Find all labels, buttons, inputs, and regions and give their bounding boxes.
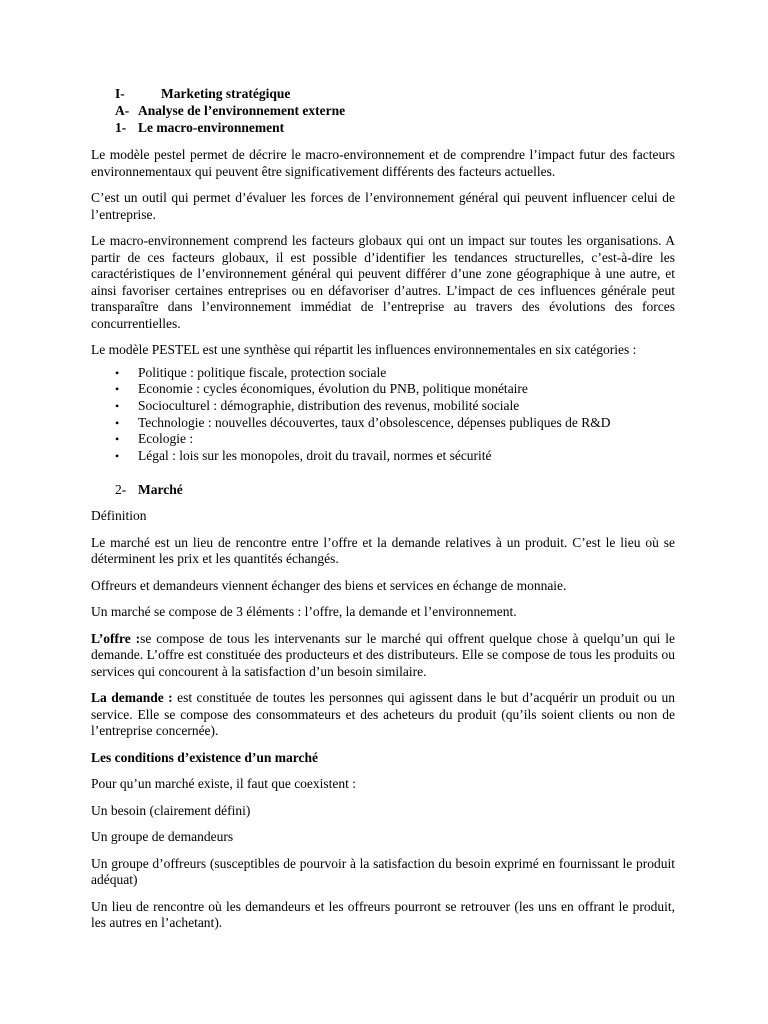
paragraph-groupe-demandeurs: Un groupe de demandeurs — [91, 829, 234, 845]
definition-label: Définition — [91, 508, 147, 524]
heading-1-title: Marketing stratégique — [161, 86, 291, 101]
list-item: • Technologie : nouvelles découvertes, taux d’obsolescence, dépenses publiques de R&D — [115, 414, 611, 430]
paragraph-pestel-categories: Le modèle PESTEL est une synthèse qui répartit les influences environnementales en six catégories : — [91, 342, 637, 357]
pestel-list — [91, 365, 675, 465]
paragraph-lieu-rencontre: Un lieu de rencontre où les demandeurs et les offreurs pourront se retrouver (les uns en offrant le produit, les autres en l’achetant). — [91, 898, 675, 931]
paragraph-outil: C’est un outil qui permet d’évaluer les forces de l’environnement général qui peuvent influencer celui de l’entreprise. — [91, 190, 675, 222]
demande-text: est constituée de toutes les personnes qui agissent dans le but d’acquérir un produit ou un service. Elle se compose des consommateurs et des acheteurs du produit (qu’ils soient clients ou non de l’entreprise concernée). — [91, 690, 675, 739]
heading-level-3 — [91, 120, 675, 137]
bullet-icon: • — [115, 448, 120, 463]
bullet-icon: • — [115, 365, 120, 380]
list-item: • Ecologie : — [115, 431, 194, 447]
offre-label: L’offre : — [91, 630, 141, 646]
paragraph-offreurs-demandeurs: Offreurs et demandeurs viennent échanger des biens et services en échange de monnaie. — [91, 577, 567, 593]
list-item: • Economie : cycles économiques, évolution du PNB, politique monétaire — [115, 381, 528, 397]
list-item: • Socioculturel : démographie, distribution des revenus, mobilité sociale — [115, 397, 520, 413]
list-item: • Politique : politique fiscale, protection sociale — [115, 364, 387, 380]
bullet-icon: • — [115, 398, 120, 413]
offre-text: se compose de tous les intervenants sur le marché qui offrent quelque chose à quelqu’un qui le demande. L’offre est constituée des producteurs et des distributeurs. Elle se compose de tous les produits ou services qui concourent à la satisfaction d’un besoin similaire. — [91, 630, 675, 679]
document-body — [91, 86, 675, 942]
heading-3-title: Le macro-environnement — [138, 120, 285, 135]
heading-marche-title: Marché — [138, 481, 183, 497]
paragraph-conditions-intro: Pour qu’un marché existe, il faut que coexistent : — [91, 776, 357, 792]
list-item: • Légal : lois sur les monopoles, droit du travail, normes et sécurité — [115, 447, 492, 463]
heading-3-number: 1- — [115, 120, 127, 135]
bullet-icon: • — [115, 415, 120, 430]
bullet-icon: • — [115, 432, 120, 447]
paragraph-offre — [91, 631, 675, 681]
heading-2-title: Analyse de l’environnement externe — [138, 103, 346, 118]
paragraph-besoin: Un besoin (clairement défini) — [91, 802, 251, 818]
heading-2-number: A- — [115, 103, 130, 118]
paragraph-groupe-offreurs: Un groupe d’offreurs (susceptibles de pourvoir à la satisfaction du besoin exprimé en fournissant le produit adéquat) — [91, 855, 675, 888]
heading-marche-number: 2- — [115, 481, 127, 497]
heading-level-1 — [91, 86, 675, 103]
paragraph-marche-definition: Le marché est un lieu de rencontre entre l’offre et la demande relatives à un produit. C’est le lieu où se déterminent les prix et les quantités échangés. — [91, 534, 675, 567]
paragraph-pestel-intro: Le modèle pestel permet de décrire le macro-environnement et de comprendre l’impact futur des facteurs environnementaux qui peuvent être significativement différents des facteurs actuelles. — [91, 147, 675, 179]
conditions-heading: Les conditions d’existence d’un marché — [91, 749, 319, 765]
paragraph-macro-environnement: Le macro-environnement comprend les facteurs globaux qui ont un impact sur toutes les organisations. A partir de ces facteurs globaux, il est possible d’identifier les tendances structurelles, c’est-à-dire les caractéristiques de l’environnement général qui peuvent différer d’une zone géographique à une autre, et ainsi favoriser certaines entreprises ou en défavoriser d’autres. L’impact de ces influences générale peut transparaître dans l’environnement immédiat de l’entreprise au travers des évolutions des forces concurrentielles. — [91, 233, 675, 331]
bullet-icon: • — [115, 382, 120, 397]
paragraph-demande — [91, 690, 675, 740]
heading-1-number: I- — [115, 86, 125, 101]
heading-level-2 — [91, 103, 675, 120]
paragraph-trois-elements: Un marché se compose de 3 éléments : l’offre, la demande et l’environnement. — [91, 604, 517, 620]
heading-marche — [91, 482, 675, 499]
demande-label: La demande : — [91, 690, 173, 706]
